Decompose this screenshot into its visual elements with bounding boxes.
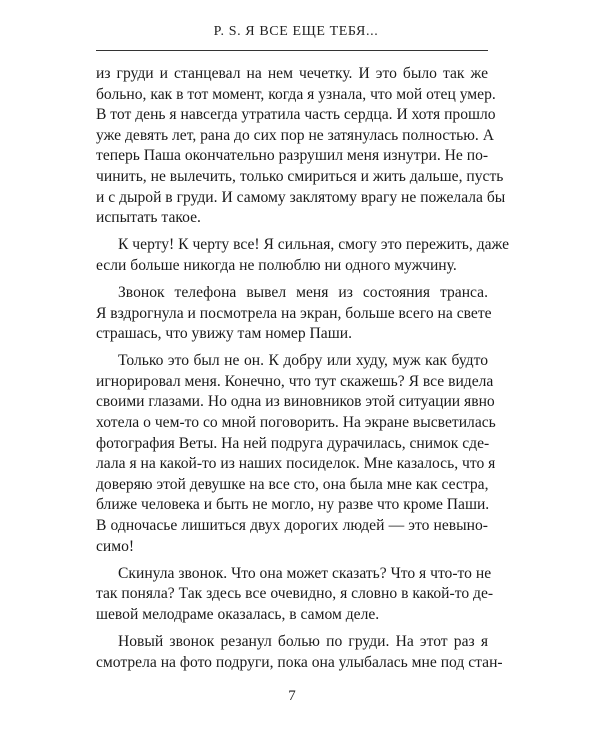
text-line: если больше никогда не полюблю ни одного мужчину. bbox=[96, 256, 457, 274]
text-line: Я вздрогнула и посмотрела на экран, больше всего на свете bbox=[96, 304, 492, 322]
text-line: Звонок телефона вывел меня из состояния транса. bbox=[118, 283, 488, 301]
header-rule bbox=[96, 50, 488, 51]
paragraph bbox=[96, 564, 494, 626]
paragraph bbox=[96, 632, 503, 673]
text-line: Только это был не он. К добру или худу, муж как будто bbox=[118, 352, 488, 370]
paragraph bbox=[96, 351, 496, 557]
text-line: больно, как в тот момент, когда я узнала, что мой отец умер. bbox=[96, 85, 496, 103]
text-line: шевой мелодраме оказалась, в самом деле. bbox=[96, 605, 380, 623]
text-line: В тот день я навсегда утратила часть сердца. И хотя прошло bbox=[96, 106, 496, 124]
text-line: своими глазами. Но одна из виновников этой ситуации явно bbox=[96, 393, 495, 411]
text-line: испытать такое. bbox=[96, 209, 201, 227]
text-line: Новый звонок резанул болью по груди. На этот раз я bbox=[118, 632, 488, 650]
paragraph bbox=[96, 283, 492, 345]
body-text bbox=[96, 64, 510, 673]
text-line: так поняла? Так здесь все очевидно, я словно в какой-то де- bbox=[96, 585, 494, 603]
text-line: фотография Веты. На ней подруга дурачилась, снимок сде- bbox=[96, 434, 490, 452]
text-line: хотела о чем-то со мной поговорить. На экране высветилась bbox=[96, 414, 496, 431]
text-line: смотрела на фото подруги, пока она улыбалась мне под стан- bbox=[96, 653, 503, 671]
text-line: ближе человека и быть не могло, ну разве что кроме Паши. bbox=[96, 496, 490, 514]
text-line: К черту! К черту все! Я сильная, смогу это пережить, даже bbox=[118, 236, 510, 254]
text-line: уже девять лет, рана до сих пор не затянулась полностью. А bbox=[96, 126, 494, 144]
text-line: Скинула звонок. Что она может сказать? Что я что-то не bbox=[118, 564, 492, 582]
text-line: из груди и станцевал на нем чечетку. И это было так же bbox=[96, 65, 488, 82]
paragraph bbox=[96, 235, 510, 276]
text-line: и с дырой в груди. И самому заклятому врагу не пожелала бы bbox=[96, 188, 506, 206]
text-line: страшась, что увижу там номер Паши. bbox=[96, 325, 352, 343]
text-line: лала я на какой-то из наших посиделок. Мне казалось, что я bbox=[96, 455, 496, 473]
paragraph bbox=[96, 64, 506, 229]
text-line: доверяю этой девушке на все сто, она была мне как сестра, bbox=[96, 475, 489, 493]
page-number: 7 bbox=[288, 688, 296, 704]
text-line: симо! bbox=[96, 537, 135, 555]
text-line: чинить, не вылечить, только смириться и жить дальше, пусть bbox=[96, 167, 504, 185]
text-line: В одночасье лишиться двух дорогих людей — это невыно- bbox=[96, 516, 488, 534]
text-line: игнорировал меня. Конечно, что тут скажешь? Я все видела bbox=[96, 372, 494, 390]
text-line: теперь Паша окончательно разрушил меня изнутри. Не по- bbox=[96, 147, 489, 165]
running-head-title: P. S. Я ВСЕ ЕЩЕ ТЕБЯ... bbox=[213, 24, 379, 39]
